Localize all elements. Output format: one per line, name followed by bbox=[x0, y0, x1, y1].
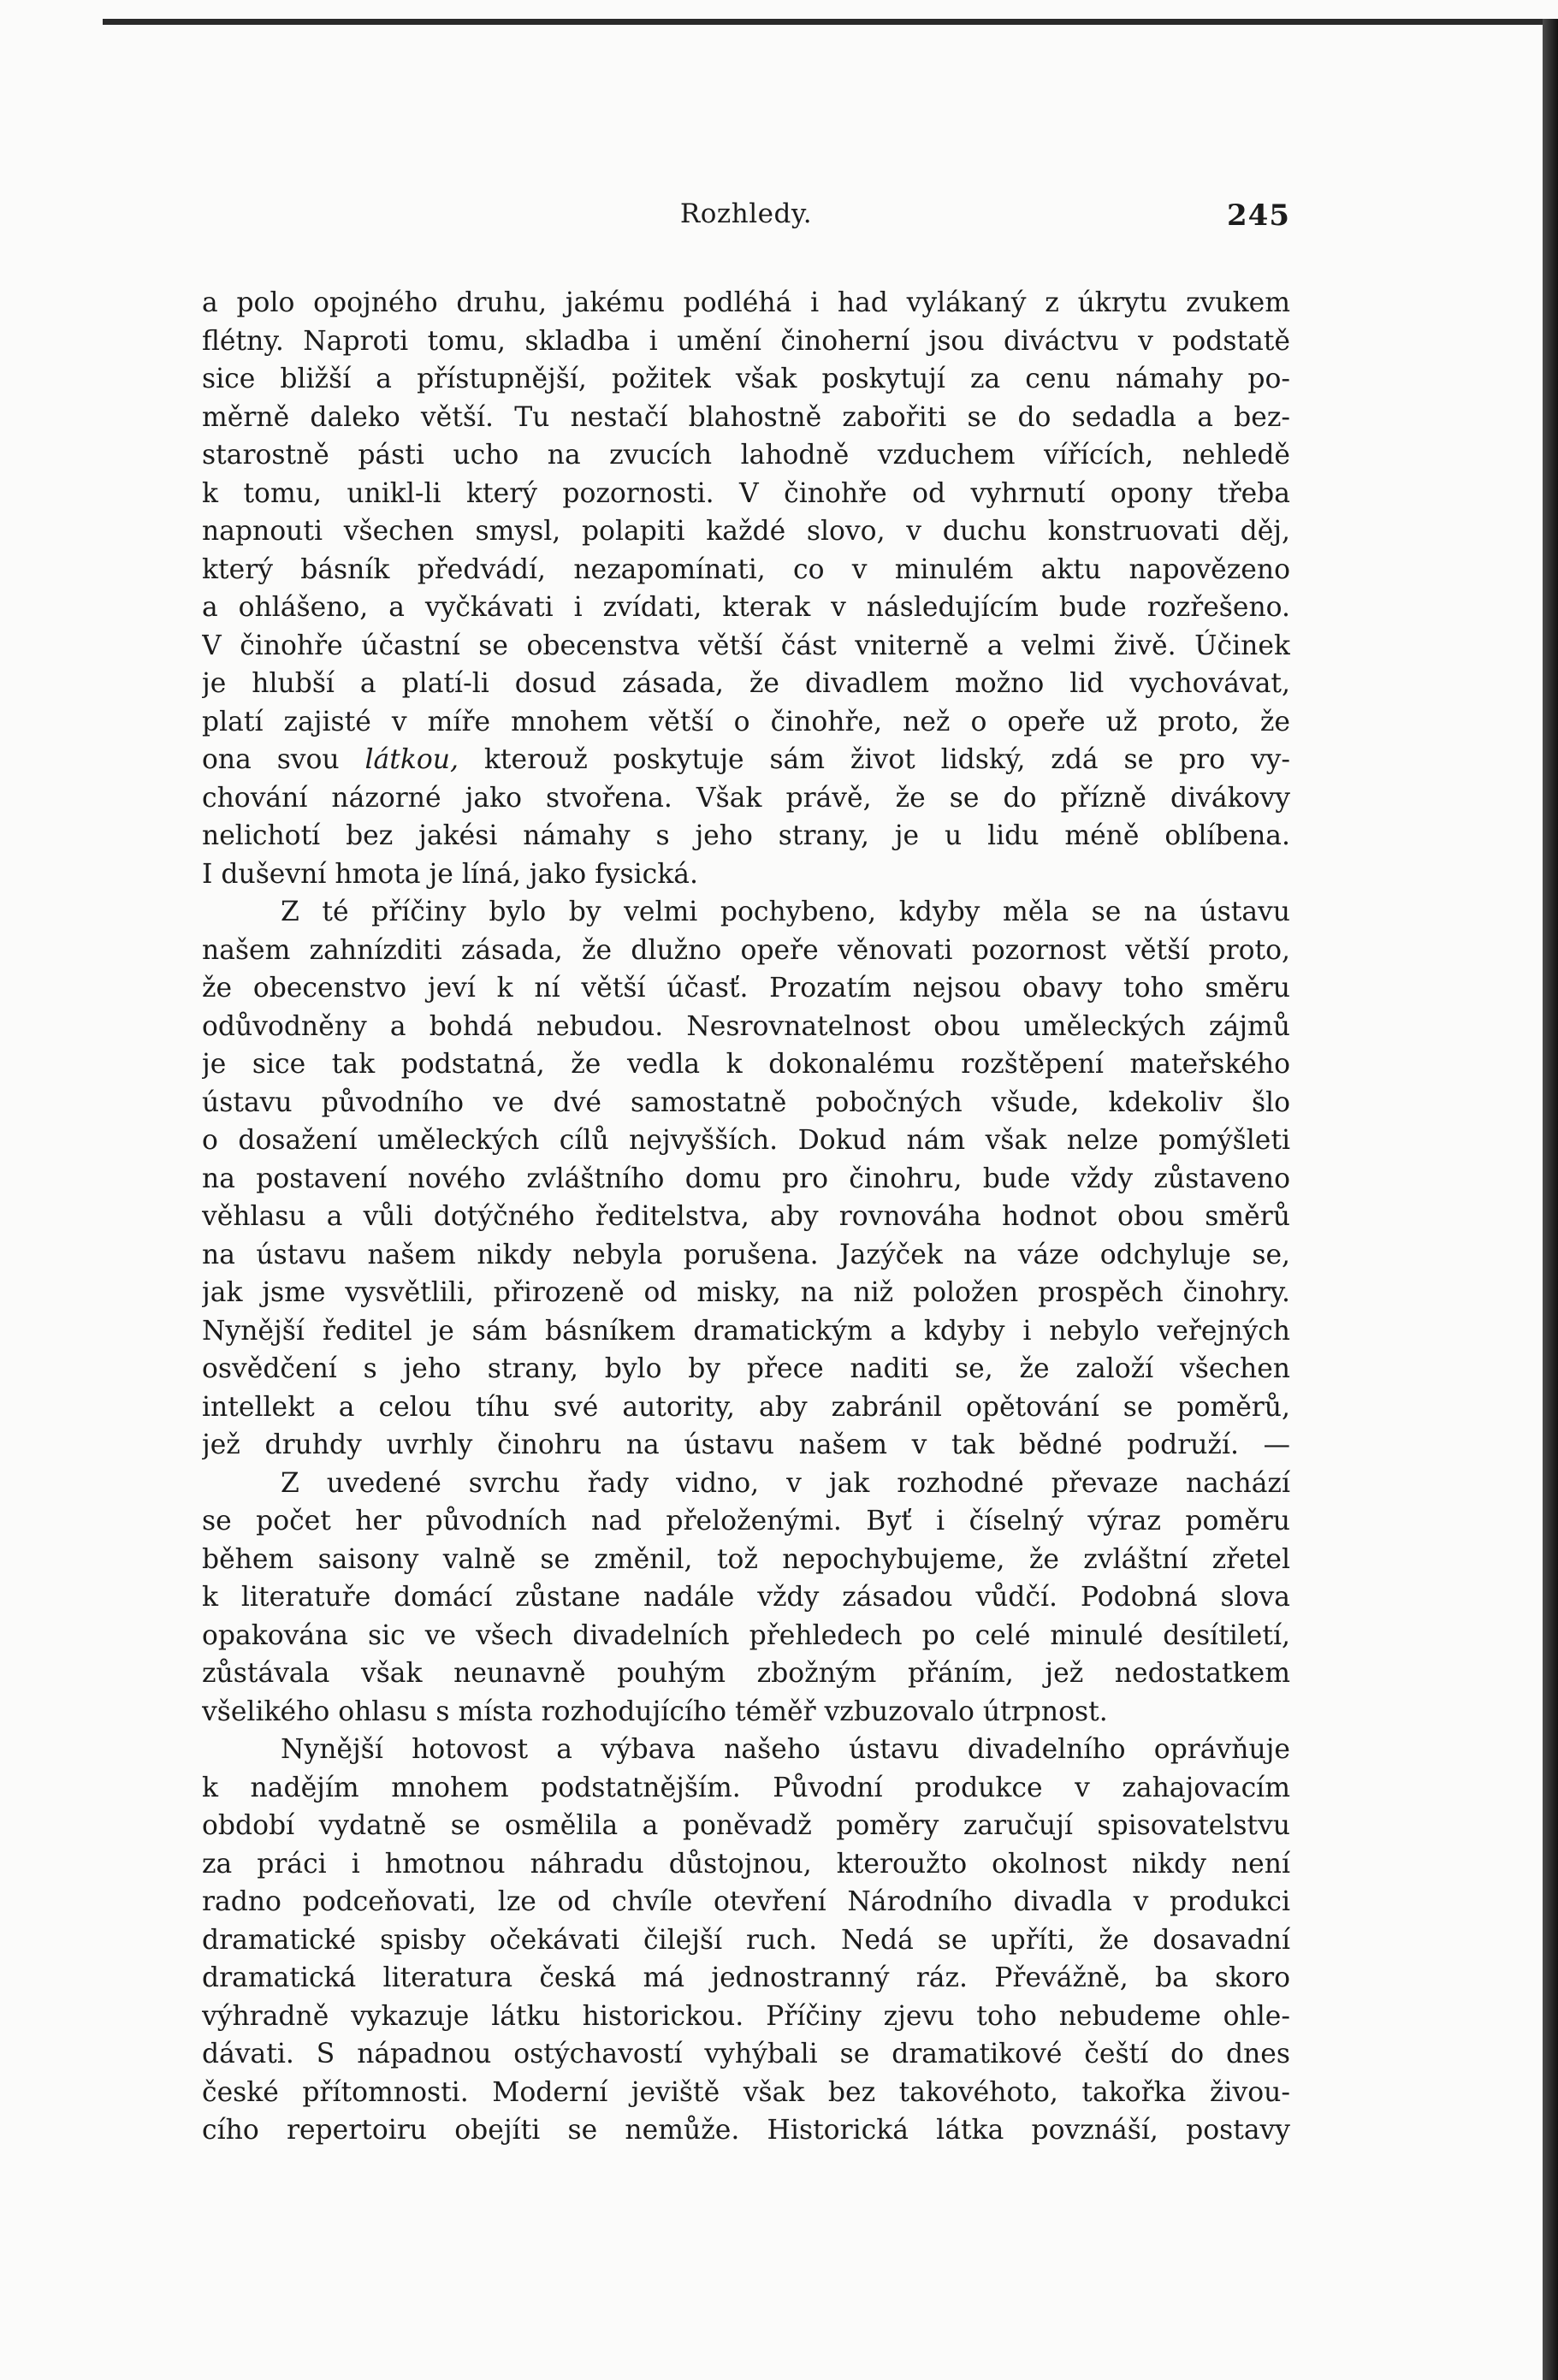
body-text bbox=[202, 284, 1290, 2150]
text-line: flétny. Naproti tomu, skladba i umění činoherní jsou diváctvu v podstatě bbox=[202, 325, 1290, 357]
text-line-with-italic bbox=[202, 741, 1290, 779]
text-line: za práci i hmotnou náhradu důstojnou, kteroužto okolnost nikdy není bbox=[202, 1848, 1290, 1880]
text-line: dramatické spisby očekávati čilejší ruch. Nedá se upříti, že dosavadní bbox=[202, 1924, 1290, 1956]
text-line: radno podceňovati, lze od chvíle otevření Národního divadla v produkci bbox=[202, 1886, 1290, 1917]
text-line: období vydatně se osmělila a poněvadž poměry zaručují spisovatelstvu bbox=[202, 1810, 1290, 1841]
text-line: sice bližší a přístupnější, požitek však poskytují za cenu námahy po- bbox=[202, 364, 1290, 394]
text-line: osvědčení s jeho strany, bylo by přece naditi se, že založí všechen bbox=[202, 1353, 1290, 1384]
text-line: intellekt a celou tíhu své autority, aby zabránil opětování se poměrů, bbox=[202, 1391, 1290, 1423]
text-fragment: ona svou bbox=[202, 744, 340, 775]
text-line: Z uvedené svrchu řady vidno, v jak rozhodné převaze nachází bbox=[281, 1467, 1290, 1499]
text-line: cího repertoiru obejíti se nemůže. Historická látka povznáší, postavy bbox=[202, 2115, 1290, 2146]
text-line: I duševní hmota je líná, jako fysická. bbox=[202, 858, 698, 890]
text-line: V činohře účastní se obecenstva větší část vniterně a velmi živě. Účinek bbox=[202, 630, 1290, 661]
text-line: ústavu původního ve dvé samostatně pobočných všude, kdekoliv šlo bbox=[202, 1086, 1290, 1118]
text-line: který básník předvádí, nezapomínati, co v minulém aktu napovězeno bbox=[202, 554, 1290, 585]
text-line: napnouti všechen smysl, polapiti každé slovo, v duchu konstruovati děj, bbox=[202, 516, 1290, 547]
text-line: k tomu, unikl-li který pozornosti. V činohře od vyhrnutí opony třeba bbox=[202, 477, 1290, 509]
text-line: Nynější ředitel je sám básníkem dramatickým a kdyby i nebylo veřejných bbox=[202, 1315, 1290, 1347]
text-line: se počet her původních nad přeloženými. Byť i číselný výraz poměru bbox=[202, 1506, 1290, 1536]
text-line: chování názorné jako stvořena. Však právě, že se do přízně divákovy bbox=[202, 782, 1290, 814]
text-line: starostně pásti ucho na zvucích lahodně vzduchem vířících, nehledě bbox=[202, 440, 1290, 471]
text-line: jak jsme vysvětlili, přirozeně od misky, na niž položen prospěch činohry. bbox=[202, 1277, 1290, 1308]
text-line: k nadějím mnohem podstatnějším. Původní produkce v zahajovacím bbox=[202, 1772, 1290, 1803]
text-line: platí zajisté v míře mnohem větší o činohře, než o opeře už proto, že bbox=[202, 706, 1290, 737]
text-line: o dosažení uměleckých cílů nejvyšších. Dokud nám však nelze pomýšleti bbox=[202, 1125, 1290, 1156]
text-line: české přítomnosti. Moderní jeviště však bez takovéhoto, takořka živou- bbox=[202, 2076, 1290, 2108]
text-line: výhradně vykazuje látku historickou. Příčiny zjevu toho nebudeme ohle- bbox=[202, 2000, 1290, 2032]
italic-word: látkou, bbox=[364, 744, 459, 775]
scan-top-border bbox=[103, 19, 1558, 25]
page-number: 245 bbox=[1227, 198, 1290, 233]
text-line: je hlubší a platí-li dosud zásada, že divadlem možno lid vychovávat, bbox=[202, 668, 1290, 699]
running-head: Rozhledy. bbox=[679, 198, 813, 229]
text-line: zůstávala však neunavně pouhým zbožným přáním, jež nedostatkem bbox=[202, 1658, 1290, 1689]
text-line: Nynější hotovost a výbava našeho ústavu divadelního oprávňuje bbox=[281, 1734, 1290, 1765]
text-line: našem zahnízditi zásada, že dlužno opeře věnovati pozornost větší proto, bbox=[202, 934, 1290, 966]
text-line: během saisony valně se změnil, tož nepochybujeme, že zvláštní zřetel bbox=[202, 1543, 1290, 1575]
text-line: k literatuře domácí zůstane nadále vždy zásadou vůdčí. Podobná slova bbox=[202, 1582, 1290, 1613]
text-line: že obecenstvo jeví k ní větší účasť. Prozatím nejsou obavy toho směru bbox=[202, 973, 1290, 1004]
text-line: Z té příčiny bylo by velmi pochybeno, kdyby měla se na ústavu bbox=[281, 897, 1290, 927]
text-line: a ohlášeno, a vyčkávati i zvídati, kterak v následujícím bude rozřešeno. bbox=[202, 592, 1290, 623]
text-line: všelikého ohlasu s místa rozhodujícího téměř vzbuzovalo útrpnost. bbox=[202, 1696, 1108, 1727]
text-line: na ústavu našem nikdy nebyla porušena. Jazýček na váze odchyluje se, bbox=[202, 1239, 1290, 1270]
text-fragment: kterouž poskytuje sám život lidský, zdá se pro vy- bbox=[483, 744, 1290, 775]
text-line: odůvodněny a bohdá nebudou. Nesrovnatelnost obou uměleckých zájmů bbox=[202, 1010, 1290, 1042]
text-line: dávati. S nápadnou ostýchavostí vyhýbali se dramatikové čeští do dnes bbox=[202, 2039, 1290, 2069]
text-line: je sice tak podstatná, že vedla k dokonalému rozštěpení mateřského bbox=[202, 1049, 1290, 1080]
text-line: jež druhdy uvrhly činohru na ústavu našem v tak bědné podruží. — bbox=[202, 1430, 1290, 1460]
page-header bbox=[202, 198, 1290, 241]
text-line: nelichotí bez jakési námahy s jeho strany, je u lidu méně oblíbena. bbox=[202, 820, 1290, 851]
scan-right-border bbox=[1543, 19, 1558, 2380]
text-line: opakována sic ve všech divadelních přehledech po celé minulé desítiletí, bbox=[202, 1619, 1290, 1651]
text-line: a polo opojného druhu, jakému podléhá i had vylákaný z úkrytu zvukem bbox=[202, 287, 1290, 318]
text-line: dramatická literatura česká má jednostranný ráz. Převážně, ba skoro bbox=[202, 1963, 1290, 1993]
text-line: věhlasu a vůli dotýčného ředitelstva, aby rovnováha hodnot obou směrů bbox=[202, 1201, 1290, 1232]
text-line: měrně daleko větší. Tu nestačí blahostně zabořiti se do sedadla a bez- bbox=[202, 401, 1290, 433]
text-line: na postavení nového zvláštního domu pro činohru, bude vždy zůstaveno bbox=[202, 1163, 1290, 1194]
